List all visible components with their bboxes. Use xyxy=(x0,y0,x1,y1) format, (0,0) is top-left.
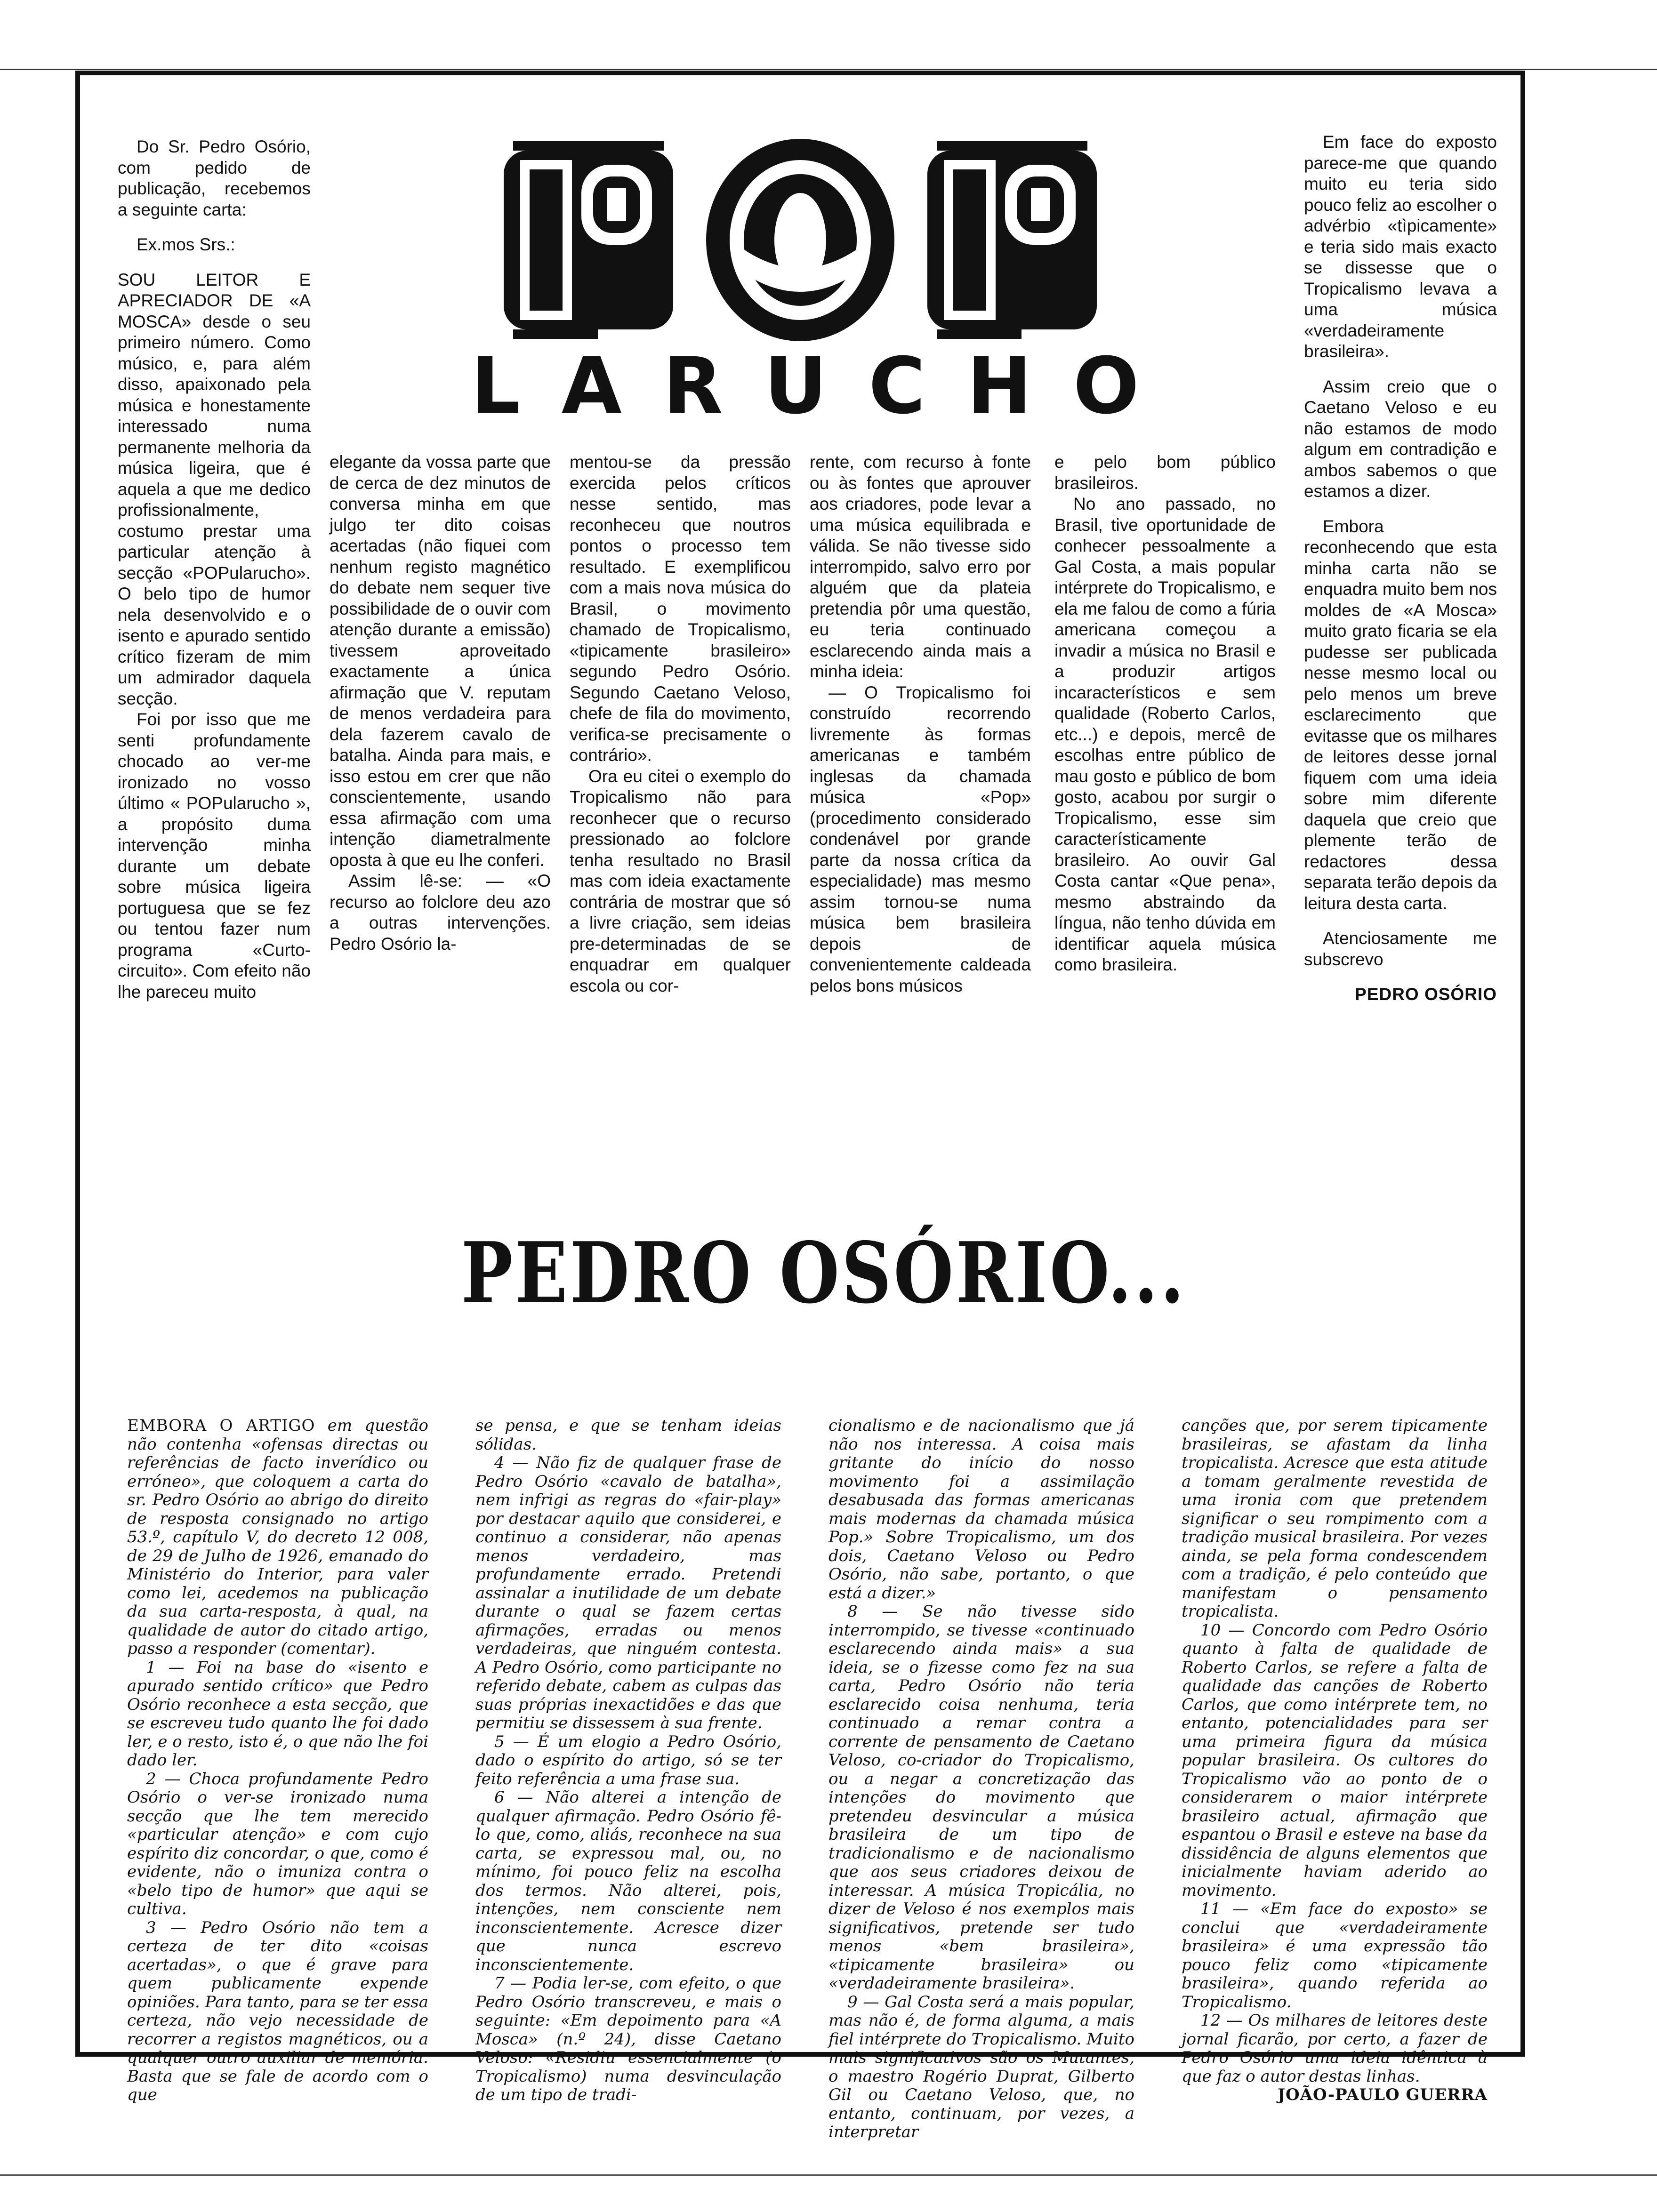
letter-column-5 xyxy=(1054,452,1276,976)
reply-signature: JOÃO-PAULO GUERRA xyxy=(1277,2085,1488,2104)
letter-paragraph: mentou-se da pressão exercida pelos críticos nesse sentido, mas reconheceu que noutros pontos o processo tem resultado. E exemplificou com a mais nova música do Brasil, o movimento chamado de Tropicalismo, «tipicamente brasileiro» segundo Pedro Osório. Segundo Caetano Veloso, chefe de fila do movimento, verifica-se precisamente o contrário». xyxy=(570,452,791,765)
reply-paragraph: 7 — Podia ler-se, com efeito, o que Pedro Osório transcreveu, e mais o seguinte: «Em depoimento para «A Mosca» (n.º 24), disse Caetano Veloso: «Residiu essencialmente (o Tropicalismo) numa desvinculação de um tipo de tradi- xyxy=(475,1974,781,2104)
larucho-letter: O xyxy=(1073,341,1139,431)
reply-paragraph: 11 — «Em face do exposto» se conclui que «verdadeiramente brasileira» é uma expressão tão pouco feliz como «tipicamente brasileira», quando referida ao Tropicalismo. xyxy=(1182,1899,1488,2012)
reply-column-3 xyxy=(828,1417,1134,2142)
reply-paragraph: 8 — Se não tivesse sido interrompido, se tivesse «continuado esclarecendo ainda mais» a sua ideia, se o fizesse como fez na sua carta, Pedro Osório não teria esclarecido coisa nenhuma, teria continuado a remar contra a corrente de pensamento de Caetano Veloso, co-criador do Tropicalismo, ou a negar a concretização das intenções do movimento que pretendeu desvincular a música brasileira de um tipo de tradicionalismo e de nacionalismo que aos seus criadores deixou de interessar. A música Tropicália, no dizer de Veloso é nos exemplos mais significativos, pretende ser tudo menos «bem brasileira», «tipicamente brasileira» ou «verdadeiramente brasileira». xyxy=(828,1602,1134,1993)
larucho-letter: R xyxy=(663,341,723,431)
pop-title-ornament xyxy=(494,132,1106,348)
letter-paragraph: SOU LEITOR E APRECIADOR DE «A MOSCA» desde o seu primeiro número. Como músico, e, para além disso, apaixonado pela música e honestamente interessado numa permanente melhoria da música ligeira, que é aquela a que me dedico profissionalmente, costumo prestar uma particular atenção à secção «POPularucho». O belo tipo de humor nela desenvolvido e o isento e apurado sentido crítico fizeram de mim um admirador daquela secção. xyxy=(118,270,311,708)
letter-paragraph: Assim creio que o Caetano Veloso e eu não estamos de modo algum em contradição e ambos sabemos o que estamos a dizer. xyxy=(1304,377,1497,501)
letter-paragraph: Assim lê-se: — «O recurso ao folclore deu azo a outras intervenções. Pedro Osório la- xyxy=(330,871,551,954)
reply-paragraph: 10 — Concordo com Pedro Osório quanto à falta de qualidade de Roberto Carlos, se refere a falta de qualidade das canções de Roberto Carlos, que como intérprete tem, no entanto, potencialidades para ser uma primeira figura da música popular brasileira. Os cultores do Tropicalismo vão ao ponto de o considerarem o maior intérprete brasileiro actual, afirmação que espantou o Brasil e esteve na base da dissidência de alguns elementos que inicialmente haviam aderido ao movimento. xyxy=(1182,1620,1488,1900)
letter-column-3 xyxy=(570,452,791,996)
letter-paragraph: — O Tropicalismo foi construído recorrendo livremente às formas americanas e também inglesas da chamada música «Pop» (procedimento considerado condenável por grande parte da nossa crítica da especialidade) mas mesmo assim tornou-se numa música bem brasileira depois de convenientemente caldeada pelos bons músicos xyxy=(810,682,1031,995)
larucho-letter: H xyxy=(966,341,1032,431)
reply-paragraph: 6 — Não alterei a intenção de qualquer afirmação. Pedro Osório fê-lo que, como, aliás, reconhece na sua carta, se expressou mal, ou, no mínimo, foi pouco feliz na escolha dos termos. Não alterei, pois, intenções, nem consciente nem inconscientemente. Acresce dizer que nunca escrevo inconscientemente. xyxy=(475,1788,781,1974)
reply-paragraph: 2 — Choca profundamente Pedro Osório o ver-se ironizado numa secção que lhe tem merecido «particular atenção» e com cujo espírito diz concordar, o que, como é evidente, não o imuniza contra o «belo tipo de humor» que aqui se cultiva. xyxy=(127,1769,428,1918)
reply-paragraph: 9 — Gal Costa será a mais popular, mas não é, de forma alguma, a mais fiel intérprete do Tropicalismo. Muito mais significativos são os Mutantes, o maestro Rogério Duprat, Gilberto Gil ou Caetano Veloso, que, no entanto, continuam, por vezes, a interpretar xyxy=(828,1992,1134,2141)
letter-paragraph: elegante da vossa parte que de cerca de dez minutos de conversa minha em que julgo ter dito coisas acertadas (não fiquei com nenhum registo magnético do debate nem sequer tive possibilidade de o ouvir com atenção durante a emissão) tivessem aproveitado exactamente a única afirmação que V. reputam de menos verdadeira para dela fazerem cavalo de batalha. Ainda para mais, e isso estou em crer que não conscientemente, usando essa afirmação com uma intenção diametralmente oposta à que eu lhe conferi. xyxy=(330,452,551,870)
letter-paragraph: Ora eu citei o exemplo do Tropicalismo não para reconhecer que o recurso pressionado ao folclore tenha resultado no Brasil mas com ideia exactamente contrária de mostrar que só a livre criação, sem ideias pre-determinadas de se enquadrar em qualquer escola ou cor- xyxy=(570,766,791,995)
letter-paragraph: e pelo bom público brasileiros. xyxy=(1054,452,1276,493)
letter-paragraph: Embora reconhecendo que esta minha carta não se enquadra muito bem nos moldes de «A Mosca» muito grato ficaria se ela pudesse ser publicada nesse mesmo local ou pelo menos um breve esclarecimento que evitasse que os milhares de leitores desse jornal fiquem com uma ideia sobre mim diferente daquela que creio que plemente terão de redactores dessa separata terão depois da leitura desta carta. xyxy=(1304,516,1497,913)
reply-paragraph: se pensa, e que se tenham ideias sólidas. xyxy=(475,1416,781,1454)
reply-paragraph: 5 — É um elogio a Pedro Osório, dado o espírito do artigo, só se ter feito referência a uma frase sua. xyxy=(475,1732,781,1788)
larucho-letter: C xyxy=(868,341,926,431)
reply-column-2 xyxy=(475,1417,781,2105)
letter-column-2 xyxy=(330,452,551,954)
letter-paragraph: rente, com recurso à fonte ou às fontes que aprouver aos criadores, pode levar a uma música equilibrada e válida. Se não tivesse sido interrompido, salvo erro por alguém que da plateia pretendia pôr uma questão, eu teria continuado esclarecendo ainda mais a minha ideia: xyxy=(810,452,1031,681)
reply-paragraph: em questão não contenha «ofensas directas ou referências de facto inverídico ou erróneo», que coloquem a carta do sr. Pedro Osório ao abrigo do direito de resposta consignado no artigo 53.º, capítulo V, do decreto 12 008, de 29 de Julho de 1926, emanado do Ministério do Interior, para valer como lei, acedemos na publicação da sua carta-resposta, à qual, na qualidade de autor do citado artigo, passo a responder (comentar). xyxy=(127,1416,428,1658)
larucho-letter: U xyxy=(764,341,828,431)
reply-column-1 xyxy=(127,1417,428,2105)
reply-paragraph: 1 — Foi na base do «isento e apurado sentido crítico» que Pedro Osório reconhece a esta secção, que se escreveu tudo quanto lhe foi dado ler, e o resto, isto é, o que não lhe foi dado ler. xyxy=(127,1658,428,1770)
reply-paragraph: 3 — Pedro Osório não tem a certeza de ter dito «coisas acertadas», o que é grave para quem publicamente expende opiniões. Para tanto, para se ter essa certeza, não vejo necessidade de recorrer a registos magnéticos, ou a qualquer outro auxiliar de memória. Basta que se fale de acordo com o que xyxy=(127,1918,428,2104)
reply-paragraph: 12 — Os milhares de leitores deste jornal ficarão, por certo, a fazer de Pedro Osório uma ideia idêntica à que faz o autor destas linhas. xyxy=(1182,2011,1488,2086)
bottom-rule xyxy=(0,2174,1657,2176)
letter-closing: Atenciosamente me subscrevo xyxy=(1304,929,1497,969)
letter-paragraph: Foi por isso que me senti profundamente chocado ao ver-me ironizado no vosso último « POPularucho », a propósito duma intervenção minha durante um debate sobre música ligeira portuguesa que se fez ou tentou fazer num programa «Curto-circuito». Com efeito não lhe pareceu muito xyxy=(118,710,311,1002)
letter-column-4 xyxy=(810,452,1031,996)
larucho-letter: L xyxy=(471,341,521,431)
headline: PEDRO OSÓRIO... xyxy=(461,1224,1187,1322)
pop-letter-p-left xyxy=(504,141,673,339)
pop-letter-o xyxy=(706,139,894,341)
larucho-title xyxy=(471,341,1139,431)
reply-paragraph: 4 — Não fiz de qualquer frase de Pedro Osório «cavalo de batalha», nem infrigi as regras do «fair-play» por destacar aquilo que considerei, e continuo a considerar, não apenas menos verdadeiro, mas profundamente errado. Pretendi assinalar a inutilidade de um debate durante o qual se fazem certas afirmações, erradas ou menos verdadeiras, que ninguém contesta. A Pedro Osório, como participante no referido debate, cabem as culpas das suas próprias inexactidões e das que permitiu se dissessem à sua frente. xyxy=(475,1453,781,1732)
letter-intro: Do Sr. Pedro Osório, com pedido de publicação, recebemos a seguinte carta: xyxy=(118,137,311,219)
letter-paragraph: Em face do exposto parece-me que quando muito eu teria sido pouco feliz ao escolher o advérbio «tìpicamente» e teria sido mais exacto se dissesse que o Tropicalismo levava a uma música «verdadeiramente brasileira». xyxy=(1304,132,1497,361)
pop-letter-p-right xyxy=(927,141,1097,339)
letter-column-6 xyxy=(1304,132,1497,1005)
letter-paragraph: No ano passado, no Brasil, tive oportunidade de conhecer pessoalmente a Gal Costa, a mais popular intérprete do Tropicalismo, e ela me falou de como a fúria americana começou a invadir a música no Brasil e a produzir artigos incaracterísticos e sem qualidade (Roberto Carlos, etc...) e depois, mercê de escolhas entre público de mau gosto e público de bom gosto, acabou por surgir o Tropicalismo, esse sim característicamente brasileiro. Ao ouvir Gal Costa cantar «Que pena», mesmo abstraindo da língua, não tenho dúvida em identificar aquela música como brasileira. xyxy=(1054,494,1276,974)
top-rule xyxy=(0,69,1657,70)
larucho-letter: A xyxy=(561,341,622,431)
letter-column-1 xyxy=(118,136,311,1002)
reply-lead-in: EMBORA O ARTIGO xyxy=(127,1416,315,1435)
letter-signature: PEDRO OSÓRIO xyxy=(1355,985,1497,1004)
reply-paragraph: canções que, por serem tipicamente brasileiras, se afastam da linha tropicalista. Acresce que esta atitude a tomam geralmente revestida de uma ironia com que pretendem significar o seu rompimento com a tradição musical brasileira. Por vezes ainda, se pela forma condescendem com a tradição, é pelo conteúdo que manifestam o pensamento tropicalista. xyxy=(1182,1416,1488,1621)
reply-paragraph: cionalismo e de nacionalismo que já não nos interessa. A coisa mais gritante do início do nosso movimento foi a assimilação desabusada das formas americanas mais modernas da chamada música Pop.» Sobre Tropicalismo, um dos dois, Caetano Veloso ou Pedro Osório, não sabe, portanto, o que está a dizer.» xyxy=(828,1416,1134,1603)
letter-salutation: Ex.mos Srs.: xyxy=(137,235,235,254)
reply-column-4 xyxy=(1182,1417,1488,2105)
